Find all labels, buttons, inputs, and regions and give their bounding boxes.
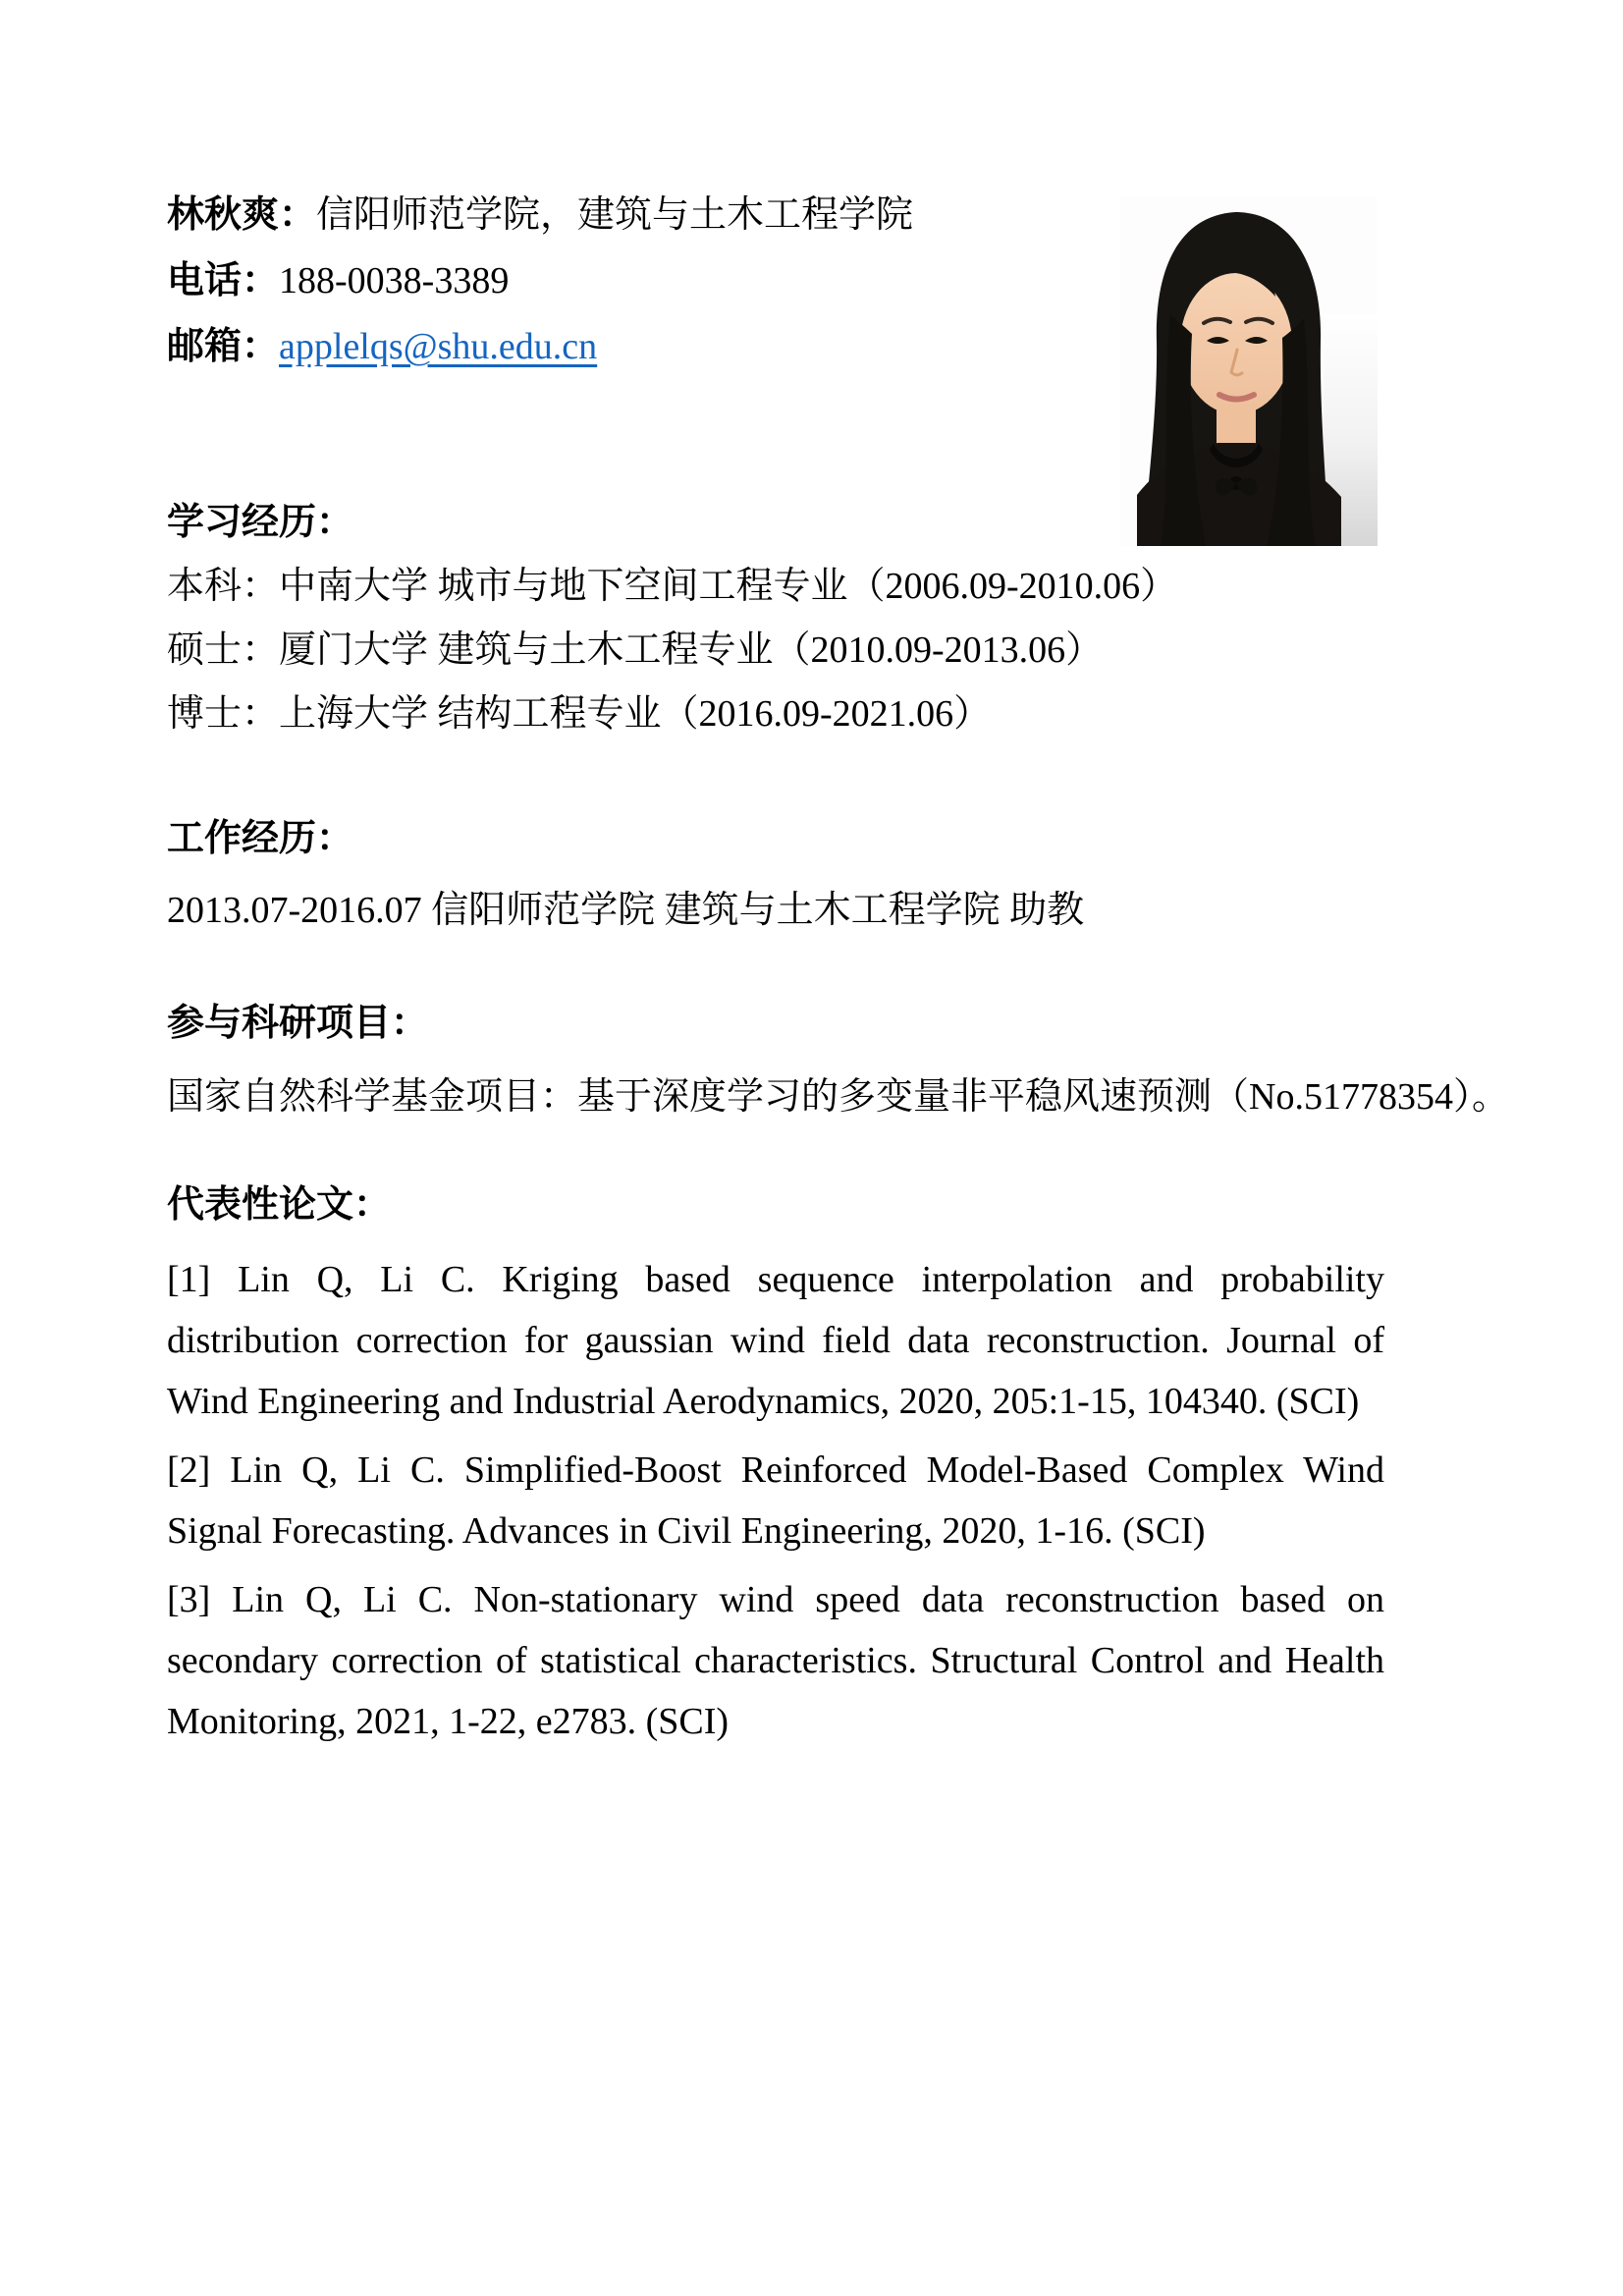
name-label: 林秋爽： [167,194,317,236]
paper-item: [2] Lin Q, Li C. Simplified-Boost Reinforced Model-Based Complex Wind Signal Forecasting. Advances in Civil Engineering, 2020, 1-16. (SCI) [167,1449,1384,1552]
section-heading-papers: 代表性论文： [167,1184,392,1226]
email-link[interactable]: applelqs@shu.edu.cn [279,326,598,367]
paper-item: [3] Lin Q, Li C. Non-stationary wind speed data reconstruction based on secondary correction of statistical characteristics. Structural Control and Health Monitoring, 2021, 1-22, e2783. (SCI) [167,1579,1384,1742]
email-label: 邮箱： [167,326,280,367]
education-item: 博士：上海大学 结构工程专业（2016.09-2021.06） [167,693,992,735]
section-heading-projects: 参与科研项目： [167,1003,429,1044]
section-heading-work: 工作经历： [167,818,354,859]
phone-value: 188-0038-3389 [279,260,510,301]
photo-face [1180,273,1292,414]
papers-list [167,1249,1384,1760]
work-item: 2013.07-2016.07 信阳师范学院 建筑与土木工程学院 助教 [167,890,1085,931]
education-item: 硕士：厦门大学 建筑与土木工程专业（2010.09-2013.06） [167,629,1104,671]
affiliation-text: 信阳师范学院，建筑与土木工程学院 [316,194,914,236]
project-item: 国家自然科学基金项目：基于深度学习的多变量非平稳风速预测（No.51778354）。 [167,1076,1509,1118]
phone-label: 电话： [167,260,280,301]
section-heading-education: 学习经历： [167,502,354,543]
paper-item: [1] Lin Q, Li C. Kriging based sequence interpolation and probability distribution correction for gaussian wind field data reconstruction. Journal of Wind Engineering and Industrial Aerodynamics, 2020, 205:1-15, 104340. (SCI) [167,1259,1384,1422]
education-item: 本科：中南大学 城市与地下空间工程专业（2006.09-2010.06） [167,566,1178,607]
education-list [167,555,1384,746]
